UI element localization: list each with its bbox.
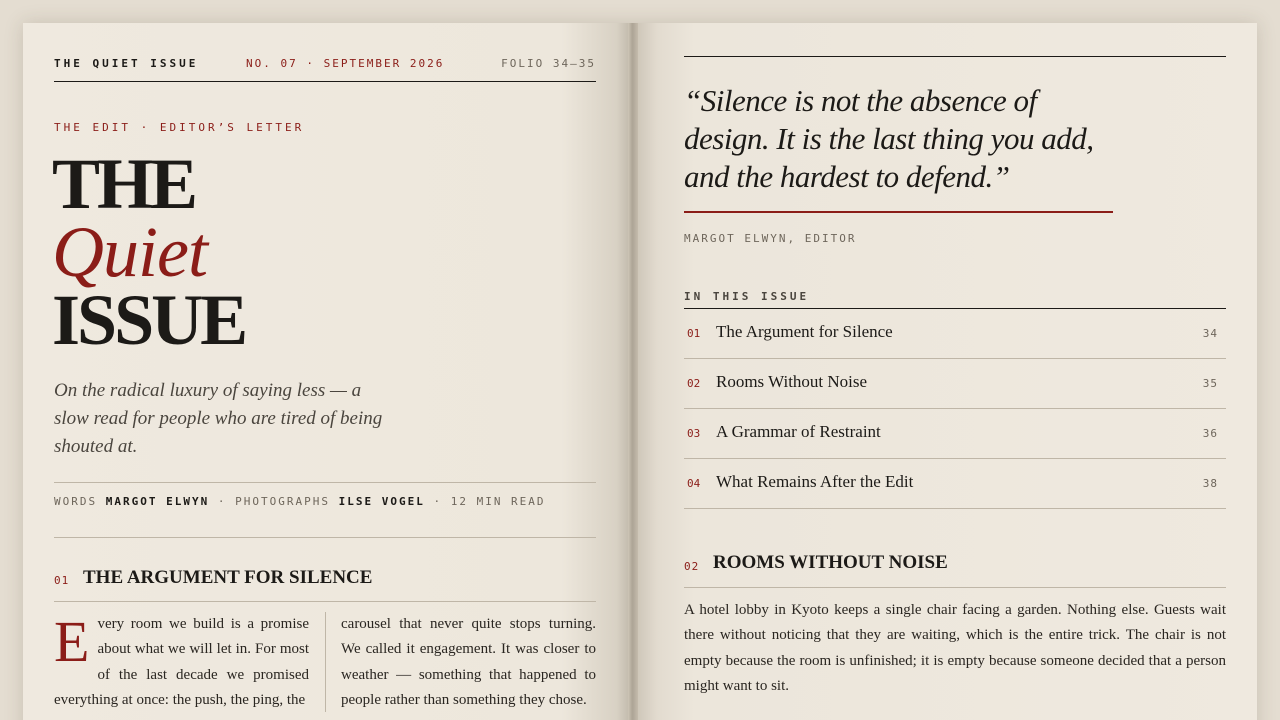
photographer-name: ILSE VOGEL (338, 495, 425, 508)
byline-separator: · (433, 495, 443, 508)
body-column-1 (54, 609, 309, 713)
read-time: 12 MIN READ (450, 495, 546, 508)
body-text: very room we build is a promise about what we will let in. For most of the last decade we promised everything at once: the push, the ping, the (54, 616, 309, 708)
issue-number: NO. 07 · SEPTEMBER 2026 (246, 57, 445, 70)
column-divider (325, 612, 326, 712)
toc-item[interactable] (684, 459, 1226, 509)
top-rule (684, 56, 1226, 57)
pull-quote-rule (684, 211, 1113, 213)
toc-page: 35 (1202, 377, 1218, 390)
toc-item[interactable] (684, 309, 1226, 359)
headline-line-1: THE (52, 144, 196, 224)
toc-number: 03 (687, 427, 701, 440)
body-paragraph: A hotel lobby in Kyoto keeps a single chair facing a garden. Nothing else. Guests wait there without noticing that they are waiting, which is the entire trick. The chair is not empty because the room is unfinished; it is empty because someone decided that a person might want to sit. (684, 602, 1226, 694)
section-heading (54, 566, 596, 602)
section-number: 01 (54, 574, 70, 587)
toc-number: 04 (687, 477, 701, 490)
kicker: THE EDIT · EDITOR’S LETTER (54, 121, 305, 134)
pull-quote: “Silence is not the absence of design. It is the last thing you add, and the hardest to defend.” (684, 83, 1094, 194)
headline-line-3: ISSUE (52, 280, 246, 360)
photographs-label: PHOTOGRAPHS (235, 495, 330, 508)
toc-page: 34 (1202, 327, 1218, 340)
drop-cap: E (54, 609, 90, 674)
toc-title: A Grammar of Restraint (716, 422, 881, 441)
toc-item[interactable] (684, 409, 1226, 459)
toc-heading: IN THIS ISSUE (684, 290, 1226, 309)
toc-page: 36 (1202, 427, 1218, 440)
section-number: 02 (684, 560, 700, 573)
author-name: MARGOT ELWYN (105, 495, 210, 508)
running-head (54, 56, 596, 82)
toc-page: 38 (1202, 477, 1218, 490)
words-label: WORDS (54, 495, 98, 508)
toc-number: 01 (687, 327, 701, 340)
toc-item[interactable] (684, 359, 1226, 409)
section-heading (684, 551, 1226, 588)
toc-title: What Remains After the Edit (716, 472, 914, 491)
toc-number: 02 (687, 377, 701, 390)
pull-quote-attribution: MARGOT ELWYN, EDITOR (684, 232, 857, 245)
deck: On the radical luxury of saying less — a slow read for people who are tired of being shouted at. (54, 380, 383, 457)
toc-title: Rooms Without Noise (716, 372, 868, 391)
table-of-contents (684, 309, 1226, 509)
byline-separator: · (217, 495, 227, 508)
section-title: ROOMS WITHOUT NOISE (713, 552, 948, 573)
byline (54, 482, 596, 538)
section-title: THE ARGUMENT FOR SILENCE (83, 567, 373, 588)
magazine-name: THE QUIET ISSUE (54, 57, 199, 70)
folio: FOLIO 34–35 (501, 57, 596, 70)
page-gutter (628, 23, 638, 720)
toc-title: The Argument for Silence (716, 322, 893, 341)
body-column-2: carousel that never quite stops turning. We called it engagement. It was closer to weather — something that happened to people rather than something they chose. (341, 616, 596, 708)
headline (52, 144, 246, 360)
headline-line-2: Quiet (52, 212, 207, 292)
